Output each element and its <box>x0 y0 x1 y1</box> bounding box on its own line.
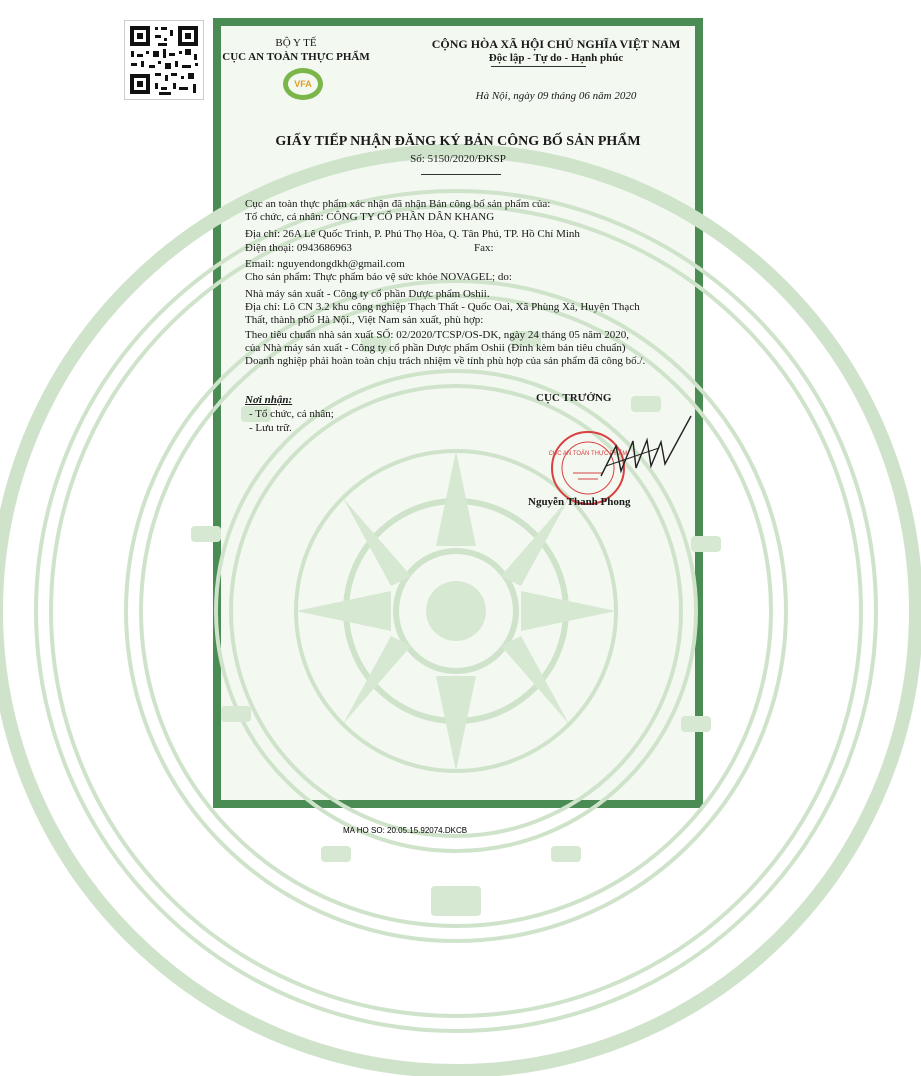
email-line: Email: nguyendongdkh@gmail.com <box>245 258 405 270</box>
document-title: GIẤY TIẾP NHẬN ĐĂNG KÝ BẢN CÔNG BỐ SẢN PHẨM <box>275 134 641 149</box>
manufacturer-address-line-1: Địa chỉ: Lô CN 3.2 khu công nghiệp Thạch Thất - Quốc Oai, Xã Phùng Xá, Huyện Thạch <box>245 301 640 313</box>
republic-name: CỘNG HÒA XÃ HỘI CHỦ NGHĨA VIỆT NAM <box>431 37 681 51</box>
qr-code <box>124 20 204 100</box>
recipient-item: - Tổ chức, cá nhân; <box>249 408 334 420</box>
certificate-frame <box>213 18 703 808</box>
organization-line: Tổ chức, cá nhân: CÔNG TY CỔ PHẦN DÂN KHANG <box>245 211 495 223</box>
dossier-code: MA HO SO: 20.05.15.92074.DKCB <box>343 826 468 835</box>
document-number: Số: 5150/2020/ĐKSP <box>410 153 506 165</box>
phone-line: Điện thoại: 0943686963 <box>245 242 352 254</box>
manufacturer-line: Nhà máy sản xuất - Công ty cổ phần Dược phẩm Oshii. <box>245 288 490 300</box>
recipients-label: Nơi nhận: <box>245 394 293 406</box>
logo-text: VFA <box>294 79 312 89</box>
motto-underline <box>491 66 586 67</box>
recipient-item: - Lưu trữ. <box>249 422 292 434</box>
responsibility-line: Doanh nghiệp phải hoàn toàn chịu trách nhiệm về tính phù hợp của sản phẩm đã công bố./. <box>245 355 646 367</box>
issue-date: Hà Nội, ngày 09 tháng 06 năm 2020 <box>475 90 637 102</box>
standard-line-1: Theo tiêu chuẩn nhà sản xuất SỐ: 02/2020/TCSP/OS-DK, ngày 24 tháng 05 năm 2020, <box>245 329 630 341</box>
fax-label: Fax: <box>474 242 494 254</box>
certificate-body <box>221 26 695 800</box>
signer-name: Nguyễn Thanh Phong <box>528 496 631 508</box>
manufacturer-address-line-2: Thất, thành phố Hà Nội., Việt Nam sản xuất, phù hợp: <box>245 314 484 326</box>
signature <box>581 406 691 496</box>
drum-pattern-watermark <box>0 146 921 1076</box>
standard-line-2: của Nhà máy sản xuất - Công ty cổ phần Dược phẩm Oshii (Đính kèm bản tiêu chuẩn) <box>245 342 626 354</box>
seal-text: CỤC AN TOÀN THỰC PHẨM <box>548 451 628 457</box>
signer-title: CỤC TRƯỞNG <box>536 392 612 404</box>
agency-name: CỤC AN TOÀN THỰC PHẨM <box>222 51 370 63</box>
intro-line: Cục an toàn thực phẩm xác nhận đã nhận Bản công bố sản phẩm của: <box>245 198 551 210</box>
address-line: Địa chỉ: 26A Lê Quốc Trinh, P. Phú Thọ Hòa, Q. Tân Phú, TP. Hồ Chí Minh <box>245 228 580 240</box>
vfa-logo <box>281 66 325 102</box>
title-underline <box>421 174 501 175</box>
product-line: Cho sản phẩm: Thực phẩm bảo vệ sức khỏe NOVAGEL; do: <box>245 271 512 283</box>
ministry-name: BỘ Y TẾ <box>275 37 317 49</box>
national-motto: Độc lập - Tự do - Hạnh phúc <box>488 52 624 64</box>
